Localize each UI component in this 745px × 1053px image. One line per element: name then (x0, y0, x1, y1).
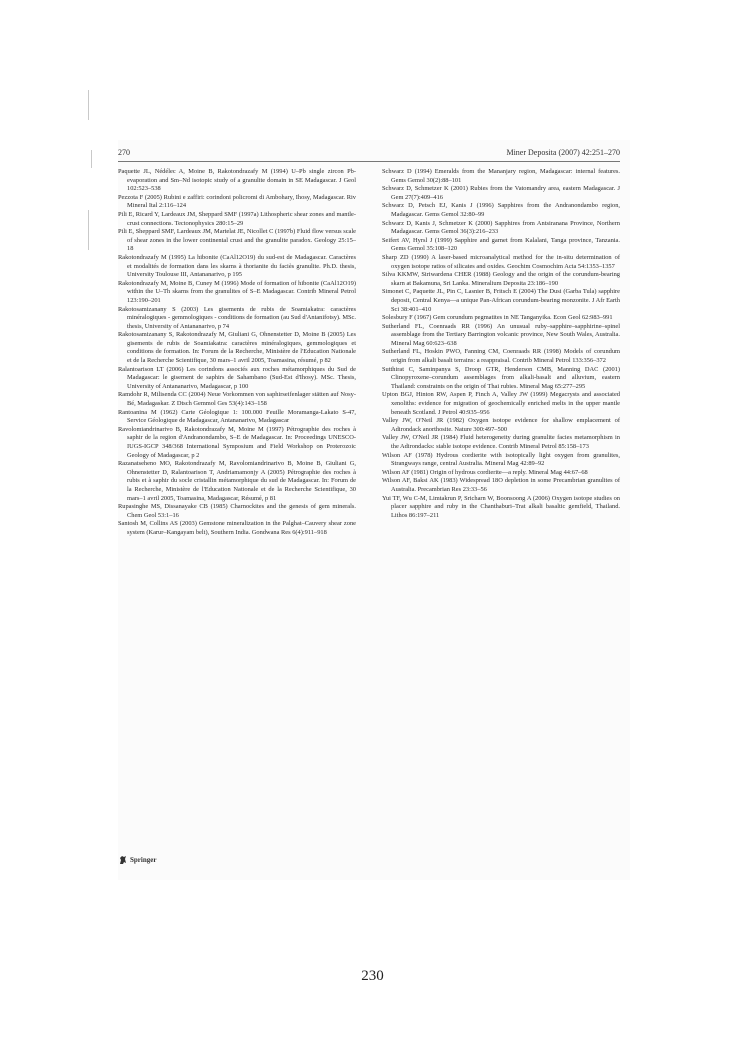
reference-entry: Rakotosamizanany S, Rakotondrazafy M, Giuliani G, Ohnenstetter D, Moine B (2005) Les gisements de rubis de Soamiakatra: caractères minéralogiques, gemmologiques et conditions de formation. In: Forum de la Recherche, Ministère de l'Education Nationale et de la Recherche Scientifique, 30 mars–1 avril 2005, Toamasina, résumé, p 82 (118, 331, 356, 365)
reference-entry: Valley JW, O'Neil JR (1984) Fluid heterogeneity during granulite facies metamorphism in the Adirondacks: stable isotope evidence. Contrib Mineral Petrol 85:158–173 (382, 434, 620, 450)
page-number: 230 (361, 968, 384, 984)
reference-entry: Pili E, Sheppard SMF, Lardeaux JM, Martelat JE, Nicollet C (1997b) Fluid flow versus scale of shear zones in the lower continental crust and the granulite paradox. Geology 25:15–18 (118, 228, 356, 253)
reference-entry: Pili E, Ricard Y, Lardeaux JM, Sheppard SMF (1997a) Lithospheric shear zones and mantle-crust connections. Tectonophysics 280:15–29 (118, 210, 356, 227)
reference-entry: Rakotondrazafy M (1995) La hibonite (CaAl12O19) du sud-est de Madagascar. Caractères et modalités de formation dans les skarns à thorianite du faciès granulite. Ph.D. thesis, University Toulouse III, Antananarivo, p 195 (118, 253, 356, 279)
reference-entry: Schwarz D, Kanis J, Schmetzer K (2000) Sapphires from Antsiranana Province, Northern Madagascar. Gems Gemol 36(3):216–233 (382, 219, 620, 236)
journal-page (118, 140, 630, 880)
references-column-left (118, 168, 356, 538)
reference-entry: Rupasinghe MS, Dissanayake CB (1985) Charnockites and the genesis of gem minerals. Chem Geol 53:1–16 (118, 503, 356, 519)
publisher-mark (118, 854, 156, 866)
reference-entry: Paquette JL, Nédélec A, Moine B, Rakotondrazafy M (1994) U–Pb single zircon Pb-evaporation and Sm–Nd isotopic study of a granulite domain in SE Madagascar. J Geol 102:523–538 (118, 168, 356, 193)
running-header (118, 148, 630, 160)
reference-entry: Solesbury F (1967) Gem corundum pegmatites in NE Tanganyika. Econ Geol 62:983–991 (382, 314, 613, 322)
header-rule (118, 161, 620, 162)
reference-entry: Yui TF, Wu C-M, Limtakrun P, Sricharn W, Boonsoong A (2006) Oxygen isotope studies on placer sapphire and ruby in the Chanthaburi–Trat alkali basaltic gemfield, Thailand. Lithos 86:197–211 (382, 494, 620, 519)
reference-entry: Rakotosamizanany S (2003) Les gisements de rubis de Soamiakatra: caractères minéralogiques - gemmologiques - conditions de formation (au Sud d'Antanifotsy). MSc. thesis, University of Antananarivo, p 74 (118, 305, 356, 330)
reference-entry: Pezzota F (2005) Rubini e zaffiri: corindoni policromi di Ambohary, Ihosy, Madagascar. Riv Mineral Ital 2:116–124 (118, 193, 356, 210)
reference-entry: Sharp ZD (1990) A laser-based microanalytical method for the in-situ determination of oxygen isotope ratios of silicates and oxides. Geochim Cosmochim Acta 54:1353–1357 (382, 253, 620, 270)
reference-entry: Razanatseheno MO, Rakotondrazafy M, Ravolomiandrinarivo B, Moine B, Giuliani G, Ohnenstetter D, Ralantoarison T, Andriamamonjy A (2005) Pétrographie des roches à rubis et à saphir du socle cristallin métamorphique du sud de Madagascar. In: Forum de la Recherche, Ministère de l'Education Nationale et de la Recherche Scientifique, 30 mars–1 avril 2005, Toamasina, Madagascar, Résumé, p 81 (118, 460, 356, 502)
reference-entry: Valley JW, O'Neil JR (1982) Oxygen isotope evidence for shallow emplacement of Adirondack anorthosite. Nature 300:497–500 (382, 417, 620, 433)
reference-entry: Schwarz D, Schmetzer K (2001) Rubies from the Vatomandry area, eastern Madagascar. J Gem 27(7):409–416 (382, 185, 620, 201)
reference-entry: Schwarz D (1994) Emeralds from the Mananjary region, Madagascar: internal features. Gems Gemol 30(2):88–101 (382, 168, 620, 184)
reference-entry: Schwarz D, Petsch EJ, Kanis J (1996) Sapphires from the Andranondambo region, Madagascar. Gems Gemol 32:80–99 (382, 202, 620, 218)
reference-entry: Ramdohr R, Milisenda CC (2004) Neue Vorkommen von saphirseifenlager stätten auf Nosy-Bé, Madagaskar. Z Dtsch Gemmol Ges 53(4):143–158 (118, 391, 356, 408)
scan-mark (91, 150, 92, 168)
reference-entry: Simonet C, Paquette JL, Pin C, Lasnier B, Fritsch E (2004) The Dusi (Garba Tula) sapphire deposit, Central Kenya—a unique Pan-African corundum-bearing monzonite. J Afr Earth Sci 38:401–410 (382, 288, 620, 313)
references-column-right (382, 168, 620, 520)
reference-entry: Rantoanina M (1962) Carte Géologique 1: 100.000 Feuille Moramanga-Lakato S-47, Service Géologique de Madagascar, Antananarivo, Madagascar (118, 408, 356, 425)
reference-entry: Sutthirat C, Saminpanya S, Droop GTR, Henderson CMB, Manning DAC (2001) Clinopyroxene–corundum assemblages from alkali-basalt and alluvium, eastern Thailand: constraints on the origin of Thai rubies. Mineral Mag 65:277–295 (382, 365, 620, 390)
reference-entry: Sutherland FL, Coenraads RR (1996) An unusual ruby–sapphire–sapphirine–spinel assemblage from the Tertiary Barrington volcanic province, New South Wales, Australia. Mineral Mag 60:623–638 (382, 322, 620, 347)
publisher-name: Springer (130, 856, 157, 864)
reference-entry: Sutherland FL, Hoskin PWO, Fanning CM, Coenraads RR (1998) Models of corundum origin from alkali basalt terrains: a reappraisal. Contrib Mineral Petrol 133:356–372 (382, 348, 620, 365)
scan-mark (88, 210, 89, 250)
reference-entry: Upton BGJ, Hinton RW, Aspen P, Finch A, Valley JW (1999) Megacrysts and associated xenoliths: evidence for migration of geochemically enriched melts in the upper mantle beneath Scotland. J Petrol 40:935–956 (382, 391, 620, 416)
reference-entry: Wilson AF (1978) Hydrous cordierite with isotopically light oxygen from granulites, Strangways range, central Australia. Mineral Mag 42:89–92 (382, 451, 620, 468)
reference-entry: Wilson AF, Baksi AK (1983) Widespread 18O depletion in some Precambrian granulites of Australia. Precambrian Res 23:33–56 (382, 477, 620, 493)
reference-entry: Ravolomiandrinarivo B, Rakotondrazafy M, Moine M (1997) Pétrographie des roches à saphir de la region d'Andranondambo, S–E de Madagascar. In: Proceedings UNESCO-IUGS-IGCP 348/368 International Symposium and Field Workshop on Proterozoic Geology of Madagascar, p 2 (118, 425, 356, 459)
reference-entry: Ralantoarison LT (2006) Les corindons associés aux roches métamorphiques du Sud de Madagascar: le gisement de saphirs de Sahambano (Sud-Est d'Ihosy). MSc. Thesis, University of Antananarivo, Madagascar, p 100 (118, 365, 356, 390)
reference-entry: Seifert AV, Hyrsl J (1999) Sapphire and garnet from Kalalani, Tanga province, Tanzania. Gems Gemol 35:108–120 (382, 236, 620, 253)
reference-entry: Santosh M, Collins AS (2003) Gemstone mineralization in the Palghat–Cauvery shear zone system (Karur–Kangayam belt), Southern India. Gondwana Res 6(4):911–918 (118, 520, 356, 536)
journal-page-number: 270 (118, 148, 130, 157)
scan-edge-marks (88, 90, 98, 270)
scan-mark (88, 90, 89, 120)
reference-entry: Rakotondrazafy M, Moine B, Cuney M (1996) Mode of formation of hibonite (CaAl12O19) within the U–Th skarns from the granulites of S–E Madagascar. Contrib Mineral Petrol 123:190–201 (118, 279, 356, 304)
reference-entry: Silva KKMW, Siriwardena CHER (1988) Geology and the origin of the corundum-bearing skarn at Bakamuna, Sri Lanka. Mineralium Deposita 23:186–190 (382, 271, 620, 287)
springer-horse-icon (118, 855, 128, 865)
journal-citation: Miner Deposita (2007) 42:251–270 (506, 148, 620, 157)
reference-entry: Wilson AF (1981) Origin of hydrous cordierite—a reply. Mineral Mag 44:67–68 (382, 468, 588, 476)
